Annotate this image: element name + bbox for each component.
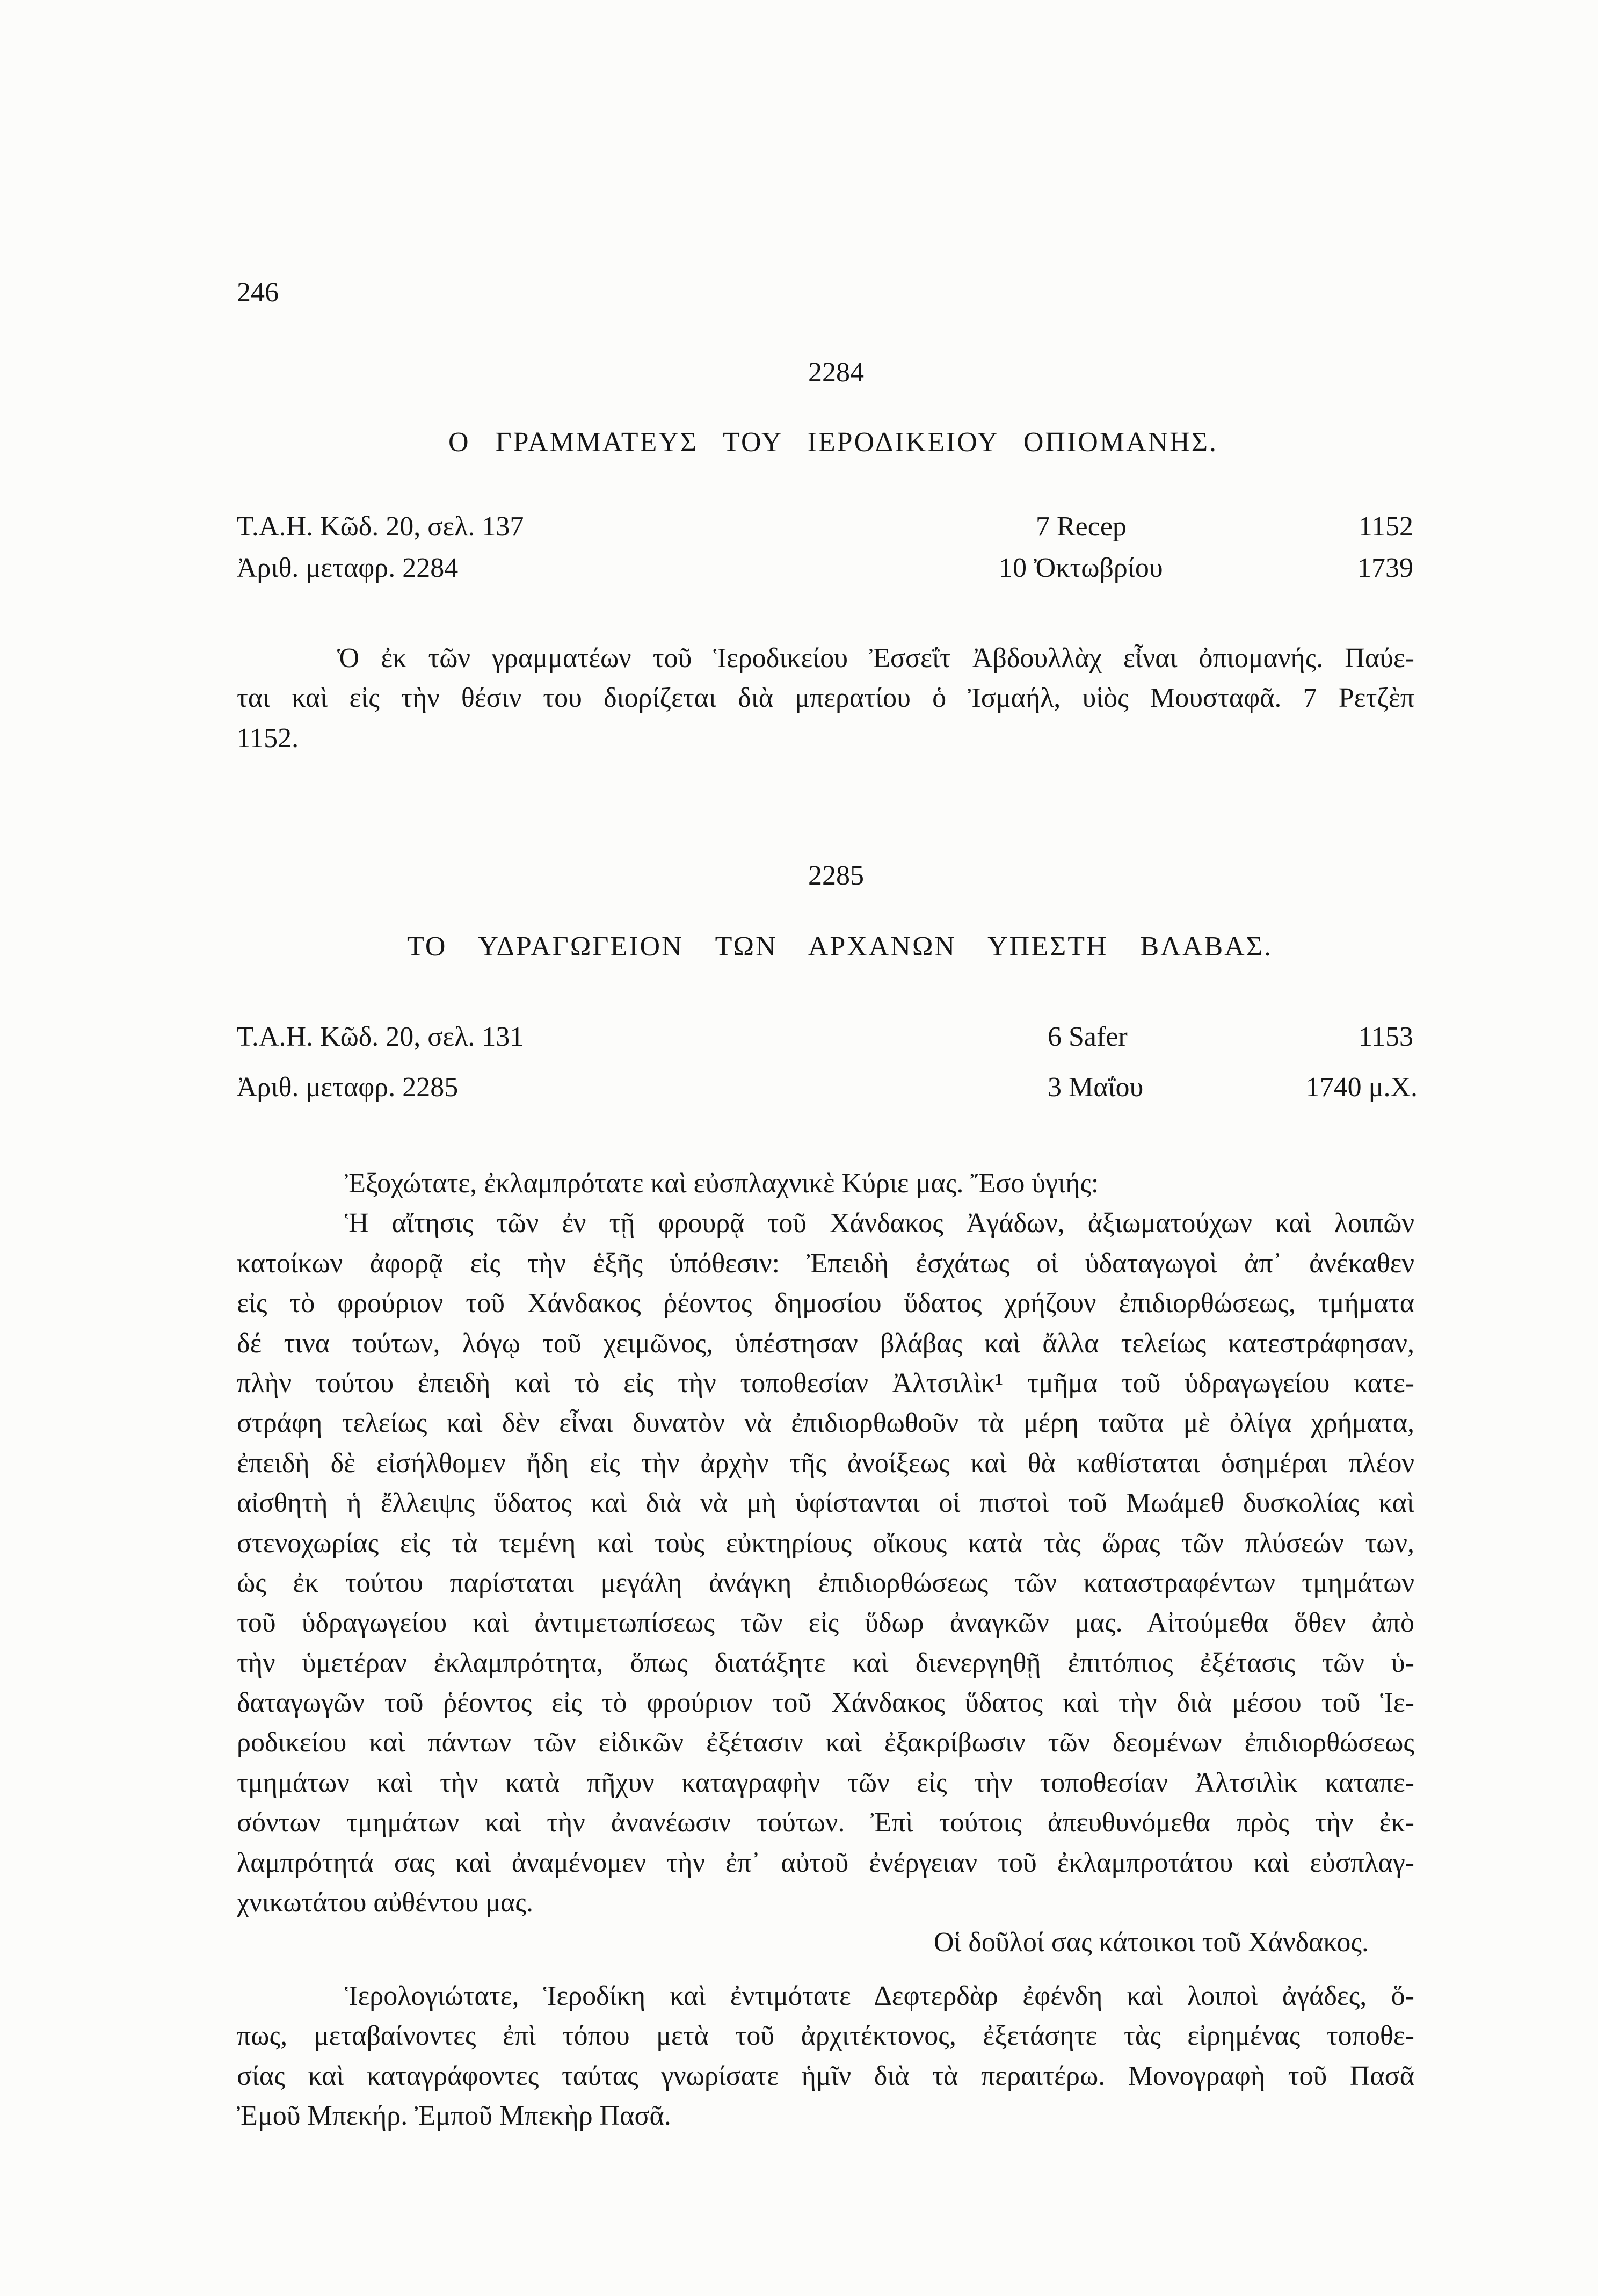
source-reference: Τ.Α.Η. Κῶδ. 20, σελ. 137 xyxy=(237,511,524,542)
petition-line: ὡς ἐκ τούτου παρίσταται μεγάλη ἀνάγκη ἐπιδιορθώσεως τῶν καταστραφέντων τμημάτων xyxy=(237,1567,1414,1598)
petition-line: κατοίκων ἀφορᾷ εἰς τὴν ἑξῆς ὑπόθεσιν: Ἐπειδὴ ἐσχάτως οἱ ὑδαταγωγοὶ ἀπ᾽ ἀνέκαθεν xyxy=(237,1248,1414,1279)
signature-line: Οἱ δοῦλοί σας κάτοικοι τοῦ Χάνδακος. xyxy=(933,1927,1369,1958)
summary-line: Ὁ ἐκ τῶν γραμματέων τοῦ Ἱεροδικείου Ἐσσεΐτ Ἀβδουλλὰχ εἶναι ὀπιομανής. Παύε- xyxy=(337,643,1414,673)
petition-line: λαμπρότητά σας καὶ ἀναμένομεν τὴν ἐπ᾽ αὐτοῦ ἐνέργειαν τοῦ ἐκλαμπροτάτου καὶ εὐσπλαγ- xyxy=(237,1847,1414,1878)
petition-line: τὴν ὑμετέραν ἐκλαμπρότητα, ὅπως διατάξητε καὶ διενεργηθῇ ἐπιτόπιος ἐξέτασις τῶν ὑ- xyxy=(237,1647,1414,1678)
petition-line: Ἡ αἴτησις τῶν ἐν τῇ φρουρᾷ τοῦ Χάνδακος Ἀγάδων, ἀξιωματούχων καὶ λοιπῶν xyxy=(345,1208,1414,1239)
reply-line: σίας καὶ καταγράφοντες ταύτας γνωρίσατε ἡμῖν διὰ τὰ περαιτέρω. Μονογραφὴ τοῦ Πασᾶ xyxy=(237,2060,1414,2091)
gregorian-date: 10 Ὀκτωβρίου xyxy=(999,553,1163,583)
hijri-year: 1153 xyxy=(1358,1022,1413,1052)
summary-line: 1152. xyxy=(237,722,299,754)
reply-line: Ἱερολογιώτατε, Ἱεροδίκη καὶ ἐντιμότατε Δεφτερδὰρ ἐφένδη καὶ λοιποὶ ἀγάδες, ὅ- xyxy=(345,1981,1414,2011)
petition-line: χνικωτάτου αὐθέντου μας. xyxy=(237,1887,533,1918)
petition-line: στενοχωρίας εἰς τὰ τεμένη καὶ τοὺς εὐκτηρίους οἴκους κατὰ τὰς ὥρας τῶν πλύσεών των, xyxy=(237,1527,1414,1559)
entry-number: 2285 xyxy=(808,860,864,891)
petition-line: στράφη τελείως καὶ δὲν εἶναι δυνατὸν νὰ ἐπιδιορθωθοῦν τὰ μέρη ταῦτα μὲ ὀλίγα χρήματα, xyxy=(237,1408,1414,1439)
page-number: 246 xyxy=(237,277,279,308)
gregorian-year: 1740 μ.Χ. xyxy=(1305,1072,1418,1103)
hijri-date: 7 Recep xyxy=(1036,511,1127,542)
reply-line: πως, μεταβαίνοντες ἐπὶ τόπου μετὰ τοῦ ἀρχιτέκτονος, ἐξετάσητε τὰς εἰρημένας τοποθε- xyxy=(237,2020,1414,2052)
gregorian-date: 3 Μαΐου xyxy=(1048,1072,1144,1103)
petition-letter xyxy=(237,1164,1414,1963)
petition-line: τοῦ ὑδραγωγείου καὶ ἀντιμετωπίσεως τῶν εἰς ὕδωρ ἀναγκῶν μας. Αἰτούμεθα ὅθεν ἀπὸ xyxy=(237,1607,1414,1639)
salutation-line: Ἐξοχώτατε, ἐκλαμπρότατε καὶ εὐσπλαχνικὲ Κύριε μας. Ἔσο ὑγιής: xyxy=(345,1168,1099,1199)
translation-reference: Ἀριθ. μεταφρ. 2285 xyxy=(237,1072,459,1103)
petition-line: σόντων τμημάτων καὶ τὴν ἀνανέωσιν τούτων. Ἐπὶ τούτοις ἀπευθυνόμεθα πρὸς τὴν ἐκ- xyxy=(237,1807,1414,1838)
source-reference: Τ.Α.Η. Κῶδ. 20, σελ. 131 xyxy=(237,1022,524,1052)
entry-summary xyxy=(237,639,1414,758)
hijri-year: 1152 xyxy=(1358,511,1413,542)
reply-line: Ἐμοῦ Μπεκήρ. Ἐμποῦ Μπεκὴρ Πασᾶ. xyxy=(237,2101,671,2132)
petition-line: τμημάτων καὶ τὴν κατὰ πῆχυν καταγραφὴν τῶν εἰς τὴν τοποθεσίαν Ἀλτσιλὶκ καταπε- xyxy=(237,1767,1414,1798)
gregorian-year: 1739 xyxy=(1357,553,1413,583)
petition-line: δαταγωγῶν τοῦ ῥέοντος εἰς τὸ φρούριον τοῦ Χάνδακος ὕδατος καὶ τὴν διὰ μέσου τοῦ Ἱε- xyxy=(237,1687,1414,1719)
hijri-date: 6 Safer xyxy=(1048,1022,1128,1052)
reply-order xyxy=(237,1976,1414,2136)
summary-line: ται καὶ εἰς τὴν θέσιν του διορίζεται διὰ μπερατίου ὁ Ἰσμαήλ, υἱὸς Μουσταφᾶ. 7 Ρετζὲπ xyxy=(237,683,1414,714)
translation-reference: Ἀριθ. μεταφρ. 2284 xyxy=(237,553,459,583)
petition-line: ροδικείου καὶ πάντων τῶν εἰδικῶν ἐξέτασιν καὶ ἐξακρίβωσιν τῶν δεομένων ἐπιδιορθώσεως xyxy=(237,1727,1414,1758)
entry-number: 2284 xyxy=(808,357,864,388)
petition-line: ἐπειδὴ δὲ εἰσήλθομεν ἤδη εἰς τὴν ἀρχὴν τῆς ἀνοίξεως καὶ θὰ καθίσταται ὁσημέραι πλέον xyxy=(237,1447,1414,1479)
petition-line: δέ τινα τούτων, λόγῳ τοῦ χειμῶνος, ὑπέστησαν βλάβας καὶ ἄλλα τελείως κατεστράφησαν, xyxy=(237,1328,1414,1359)
petition-line: πλὴν τούτου ἐπειδὴ καὶ τὸ εἰς τὴν τοποθεσίαν Ἀλτσιλὶκ¹ τμῆμα τοῦ ὑδραγωγείου κατε- xyxy=(237,1367,1414,1399)
entry-title: ΤΟ ΥΔΡΑΓΩΓΕΙΟΝ ΤΩΝ ΑΡΧΑΝΩΝ ΥΠΕΣΤΗ ΒΛΑΒΑΣ. xyxy=(407,931,1273,962)
entry-title: Ο ΓΡΑΜΜΑΤΕΥΣ ΤΟΥ ΙΕΡΟΔΙΚΕΙΟΥ ΟΠΙΟΜΑΝΗΣ. xyxy=(448,427,1218,458)
petition-line: αἰσθητὴ ἡ ἔλλειψις ὕδατος καὶ διὰ νὰ μὴ ὑφίστανται οἱ πιστοὶ τοῦ Μωάμεθ δυσκολίας καὶ xyxy=(237,1488,1414,1519)
petition-line: εἰς τὸ φρούριον τοῦ Χάνδακος ῥέοντος δημοσίου ὕδατος χρήζουν ἐπιδιορθώσεως, τμήματα xyxy=(237,1288,1414,1319)
